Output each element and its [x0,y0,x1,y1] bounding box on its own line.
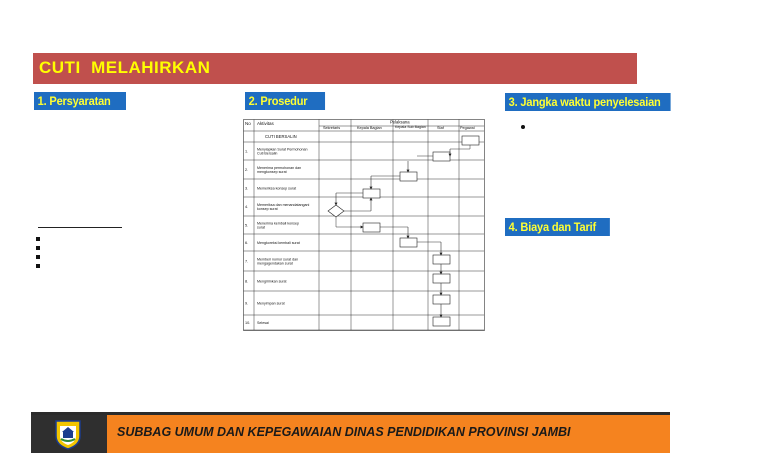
page-title: CUTI MELAHIRKAN [39,58,211,77]
step-text: Menyiapkan Surat Permohonan [257,147,308,152]
role-pegawai: Pegawai [460,126,475,130]
bullet [36,246,40,250]
title-bar [33,53,637,84]
step-box [400,172,417,181]
step-box [433,317,450,326]
step-number: 3. [245,186,249,191]
section-biaya: 4. Biaya dan Tarif [505,218,610,236]
footer-banner [31,412,670,453]
role-staf: Staf [437,126,444,130]
step-text: Memeriksa dan menandatangani [257,202,310,207]
step-text: mengagendakan surat [257,261,293,266]
bullet [521,125,525,129]
header-activity: Aktivitas [257,121,274,126]
step-box [433,274,450,283]
section-jangka-waktu: 3. Jangka waktu penyelesaian [505,93,671,111]
step-text: Memeriksa konsep surat [257,186,297,191]
step-number: 5. [245,223,249,228]
procedure-flowchart [243,119,485,331]
role-sekretaris: Sekretaris [323,126,341,130]
step-box [400,238,417,247]
bullet-list [36,237,40,273]
section-prosedur: 2. Prosedur [245,92,325,110]
step-text: surat [257,225,265,230]
section-persyaratan: 1. Persyaratan [34,92,126,110]
step-text: Menyimpan surat [257,301,285,306]
step-text: Memberi nomor surat dan [257,257,299,262]
bullet [36,264,40,268]
step-text: Selesai [257,321,269,325]
step-text: Menerima permohonan dan [257,165,302,170]
step-number: 8. [245,279,249,284]
step-number: 4. [245,205,249,209]
step-number: 1. [245,149,249,154]
step-number: 10. [245,321,251,325]
step-text: Mengirimkan surat [257,279,287,284]
footer-text: SUBBAG UMUM DAN KEPEGAWAIAN DINAS PENDIDIKAN PROVINSI JAMBI [117,425,571,439]
header-pelaksana: Pelaksana [390,119,410,125]
step-number: 7. [245,259,249,264]
jambi-emblem-icon [52,418,84,450]
step-text: mengkonsep surat [257,170,287,175]
bullet [36,255,40,259]
step-box [363,189,380,198]
step-box [433,152,450,161]
bullet [36,237,40,241]
step-box [462,136,479,145]
role-kepala-sub-bagian: Kepala Sub Bagian [395,125,426,129]
divider [38,227,122,228]
step-box [433,255,450,264]
step-text: Cuti Bersalin [257,151,278,156]
step-box [433,295,450,304]
step-text: Menerima kembali konsep [257,221,299,226]
step-text: Mengkoreksi kembali surat [257,241,300,245]
step-number: 2. [245,168,249,172]
step-box [363,223,380,232]
footer-logo-panel [31,415,107,453]
role-kepala-bagian: Kepala Bagian [357,126,382,130]
header-no: No [245,121,251,126]
step-number: 9. [245,301,249,306]
flowchart-subtitle: CUTI BERSALIN [265,134,297,139]
step-number: 6. [245,241,249,245]
step-text: konsep surat [257,207,278,212]
